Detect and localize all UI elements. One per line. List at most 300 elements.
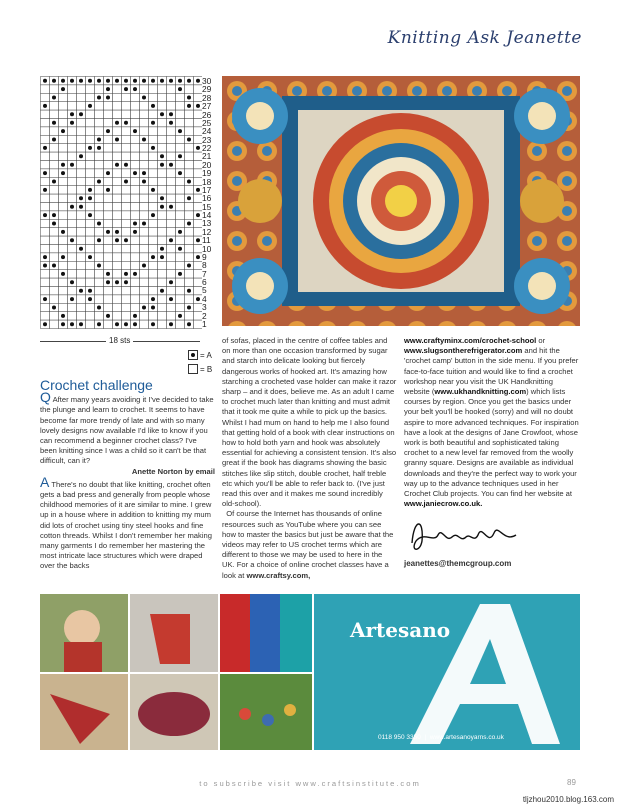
chart-cell bbox=[68, 194, 77, 202]
chart-stitch-a bbox=[124, 238, 128, 242]
chart-cell bbox=[68, 85, 77, 93]
chart-cell bbox=[41, 161, 50, 169]
chart-stitch-a bbox=[97, 238, 101, 242]
chart-cell bbox=[185, 152, 194, 160]
chart-cell bbox=[131, 110, 140, 118]
chart-stitch-a bbox=[151, 104, 155, 108]
chart-cell bbox=[167, 177, 176, 185]
chart-stitch-a bbox=[151, 213, 155, 217]
chart-cell bbox=[122, 110, 131, 118]
chart-cell bbox=[140, 211, 149, 219]
chart-cell bbox=[158, 303, 167, 311]
chart-cell bbox=[86, 203, 95, 211]
chart-stitch-a bbox=[106, 171, 110, 175]
chart-cell bbox=[41, 219, 50, 227]
chart-cell bbox=[68, 253, 77, 261]
chart-cell bbox=[140, 287, 149, 295]
chart-cell bbox=[77, 278, 86, 286]
chart-cell bbox=[77, 186, 86, 194]
chart-cell bbox=[86, 85, 95, 93]
link-slugs[interactable]: www.slugsontherefrigerator.com bbox=[404, 346, 523, 356]
chart-grid bbox=[40, 76, 202, 330]
chart-cell bbox=[95, 186, 104, 194]
chart-cell bbox=[176, 253, 185, 261]
chart-stitch-a bbox=[151, 146, 155, 150]
chart-cell bbox=[194, 194, 203, 202]
chart-cell bbox=[140, 245, 149, 253]
chart-stitch-a bbox=[88, 79, 92, 83]
chart-stitch-a bbox=[61, 163, 65, 167]
chart-stitch-a bbox=[187, 180, 191, 184]
chart-cell bbox=[113, 203, 122, 211]
chart-cell bbox=[41, 135, 50, 143]
artesano-advert[interactable] bbox=[40, 594, 580, 750]
chart-stitch-a bbox=[52, 222, 56, 226]
chart-row-label: 5 bbox=[202, 285, 207, 296]
chart-cell bbox=[185, 203, 194, 211]
chart-cell bbox=[104, 295, 113, 303]
chart-cell bbox=[86, 270, 95, 278]
chart-cell bbox=[104, 161, 113, 169]
chart-stitch-a bbox=[106, 230, 110, 234]
chart-cell bbox=[194, 261, 203, 269]
chart-cell bbox=[86, 110, 95, 118]
link-ukhandknitting[interactable]: www.ukhandknitting.com bbox=[434, 387, 527, 397]
chart-cell bbox=[194, 85, 203, 93]
chart-stitch-a bbox=[115, 163, 119, 167]
chart-stitch-a bbox=[178, 79, 182, 83]
chart-cell bbox=[185, 110, 194, 118]
chart-cell bbox=[149, 135, 158, 143]
chart-row-label: 27 bbox=[202, 101, 212, 112]
chart-cell bbox=[113, 303, 122, 311]
legend-item-a: = A bbox=[188, 348, 212, 362]
chart-cell bbox=[104, 102, 113, 110]
chart-cell bbox=[41, 270, 50, 278]
chart-cell bbox=[185, 312, 194, 320]
chart-stitch-a bbox=[70, 163, 74, 167]
legend-item-b: = B bbox=[188, 362, 212, 376]
link-craftyminx[interactable]: www.craftyminx.com/crochet-school bbox=[404, 336, 537, 345]
chart-row-label: 4 bbox=[202, 293, 207, 304]
chart-cell bbox=[167, 127, 176, 135]
chart-cell bbox=[86, 161, 95, 169]
chart-cell bbox=[122, 228, 131, 236]
chart-cell bbox=[59, 219, 68, 227]
chart-row-label: 10 bbox=[202, 243, 212, 254]
chart-cell bbox=[158, 85, 167, 93]
chart-stitch-a bbox=[88, 196, 92, 200]
chart-cell bbox=[176, 203, 185, 211]
chart-cell bbox=[194, 135, 203, 143]
chart-cell bbox=[194, 119, 203, 127]
chart-cell bbox=[131, 287, 140, 295]
chart-stitch-a bbox=[169, 79, 173, 83]
chart-cell bbox=[131, 278, 140, 286]
chart-cell bbox=[104, 253, 113, 261]
chart-cell bbox=[95, 287, 104, 295]
chart-stitch-a bbox=[88, 255, 92, 259]
chart-cell bbox=[95, 161, 104, 169]
chart-stitch-a bbox=[88, 104, 92, 108]
chart-stitch-a bbox=[124, 272, 128, 276]
chart-cell bbox=[185, 119, 194, 127]
chart-cell bbox=[167, 186, 176, 194]
chart-cell bbox=[158, 102, 167, 110]
chart-cell bbox=[50, 278, 59, 286]
chart-cell bbox=[68, 152, 77, 160]
chart-cell bbox=[86, 119, 95, 127]
chart-stitch-a bbox=[151, 79, 155, 83]
chart-row-label: 29 bbox=[202, 84, 212, 95]
chart-cell bbox=[194, 93, 203, 101]
chart-stitch-a bbox=[115, 121, 119, 125]
chart-cell bbox=[50, 295, 59, 303]
chart-cell bbox=[113, 110, 122, 118]
paragraph: of sofas, placed in the centre of coffee tables and on more than one occasion transformed by sugar and starch into delicate looking but fiercely dangerous works of hooked art. It's amazing how starching a crocheted vase holder can make it razor sharp – and it does, believe me. As an adult I came to crochet much later than knitting and must admit that it took me quite a while to pick up the basics. Whilst I had mum on hand to help me I also found that getting hold of a book with clear instructions on how to hold both yarn and hook was absolutely essential for achieving a consistent tension. It's also great if the book has diagrams showing the basic stitches like slip stitch, double crochet, half treble etc which you'll be able to refer back to. (I've just read this over and it makes me sound incredibly old-school). bbox=[222, 336, 397, 509]
chart-cell bbox=[104, 303, 113, 311]
chart-cell bbox=[194, 169, 203, 177]
chart-cell bbox=[41, 312, 50, 320]
chart-cell bbox=[185, 270, 194, 278]
chart-cell bbox=[68, 102, 77, 110]
chart-row-label: 30 bbox=[202, 76, 212, 86]
chart-stitch-a bbox=[61, 171, 65, 175]
chart-cell bbox=[167, 152, 176, 160]
chart-cell bbox=[50, 270, 59, 278]
chart-cell bbox=[113, 312, 122, 320]
chart-cell bbox=[59, 295, 68, 303]
chart-cell bbox=[185, 144, 194, 152]
chart-stitch-a bbox=[160, 289, 164, 293]
chart-cell bbox=[122, 152, 131, 160]
chart-cell bbox=[41, 152, 50, 160]
chart-stitch-a bbox=[187, 222, 191, 226]
chart-stitch-a bbox=[70, 112, 74, 116]
chart-stitch-a bbox=[88, 213, 92, 217]
chart-stitch-a bbox=[133, 230, 137, 234]
chart-stitch-a bbox=[43, 297, 47, 301]
chart-cell bbox=[140, 144, 149, 152]
chart-stitch-a bbox=[151, 255, 155, 259]
chart-cell bbox=[185, 228, 194, 236]
chart-stitch-a bbox=[124, 280, 128, 284]
chart-cell bbox=[50, 102, 59, 110]
chart-cell bbox=[86, 303, 95, 311]
chart-cell bbox=[104, 177, 113, 185]
chart-cell bbox=[104, 245, 113, 253]
chart-cell bbox=[131, 194, 140, 202]
chart-cell bbox=[86, 261, 95, 269]
chart-cell bbox=[185, 253, 194, 261]
chart-cell bbox=[113, 245, 122, 253]
chart-stitch-a bbox=[124, 87, 128, 91]
chart-cell bbox=[68, 144, 77, 152]
chart-cell bbox=[59, 144, 68, 152]
chart-cell bbox=[50, 236, 59, 244]
chart-cell bbox=[149, 194, 158, 202]
chart-cell bbox=[113, 253, 122, 261]
chart-stitch-a bbox=[88, 297, 92, 301]
chart-cell bbox=[167, 261, 176, 269]
chart-cell bbox=[86, 152, 95, 160]
chart-stitch-a bbox=[169, 322, 173, 326]
chart-stitch-a bbox=[106, 314, 110, 318]
crochet-blanket-photo bbox=[222, 76, 580, 326]
chart-cell bbox=[122, 135, 131, 143]
chart-cell bbox=[50, 320, 59, 328]
chart-cell bbox=[41, 127, 50, 135]
chart-cell bbox=[176, 211, 185, 219]
chart-cell bbox=[86, 177, 95, 185]
chart-cell bbox=[185, 127, 194, 135]
chart-stitch-a bbox=[151, 297, 155, 301]
chart-stitch-a bbox=[169, 297, 173, 301]
chart-cell bbox=[77, 228, 86, 236]
chart-stitch-a bbox=[52, 79, 56, 83]
chart-stitch-a bbox=[169, 238, 173, 242]
chart-cell bbox=[149, 245, 158, 253]
chart-cell bbox=[167, 287, 176, 295]
chart-stitch-a bbox=[106, 87, 110, 91]
chart-cell bbox=[41, 194, 50, 202]
chart-cell bbox=[113, 295, 122, 303]
chart-stitch-a bbox=[70, 322, 74, 326]
chart-row-label: 11 bbox=[202, 235, 211, 246]
chart-cell bbox=[95, 169, 104, 177]
chart-cell bbox=[149, 177, 158, 185]
chart-cell bbox=[59, 261, 68, 269]
chart-cell bbox=[122, 303, 131, 311]
chart-cell bbox=[149, 169, 158, 177]
chart-cell bbox=[50, 152, 59, 160]
chart-cell bbox=[77, 261, 86, 269]
chart-stitch-a bbox=[133, 272, 137, 276]
chart-cell bbox=[113, 186, 122, 194]
chart-cell bbox=[158, 177, 167, 185]
chart-cell bbox=[113, 102, 122, 110]
chart-stitch-a bbox=[160, 154, 164, 158]
chart-stitch-a bbox=[43, 322, 47, 326]
chart-stitch-a bbox=[196, 146, 200, 150]
chart-stitch-a bbox=[160, 163, 164, 167]
chart-stitch-a bbox=[70, 280, 74, 284]
chart-cell bbox=[149, 110, 158, 118]
chart-cell bbox=[176, 219, 185, 227]
chart-cell bbox=[77, 303, 86, 311]
chart-cell bbox=[122, 245, 131, 253]
chart-cell bbox=[41, 85, 50, 93]
chart-stitch-a bbox=[151, 121, 155, 125]
chart-cell bbox=[113, 152, 122, 160]
chart-stitch-a bbox=[43, 146, 47, 150]
chart-cell bbox=[194, 127, 203, 135]
chart-cell bbox=[167, 219, 176, 227]
chart-cell bbox=[140, 295, 149, 303]
chart-stitch-a bbox=[196, 188, 200, 192]
chart-cell bbox=[41, 177, 50, 185]
reader-signoff: Anette Norton by email bbox=[131, 466, 215, 476]
chart-stitch-a bbox=[106, 280, 110, 284]
chart-cell bbox=[86, 169, 95, 177]
chart-cell bbox=[194, 203, 203, 211]
chart-stitch-a bbox=[43, 171, 47, 175]
answer-paragraph: A There's no doubt that like knitting, crochet often gets a bad press and generally from people whose childhood memories of it are similar to mine. I grew up in a house where in addition to knitting my mum did lots of crochet using tiny steel hooks and fine cotton threads. Whilst I don't remember her making many garments I do remember her mastering the most intricate lace structures which were draped over the backs bbox=[40, 473, 212, 571]
chart-cell bbox=[140, 228, 149, 236]
chart-cell bbox=[41, 245, 50, 253]
chart-cell bbox=[167, 169, 176, 177]
chart-cell bbox=[176, 119, 185, 127]
chart-stitch-a bbox=[151, 322, 155, 326]
chart-cell bbox=[131, 295, 140, 303]
chart-stitch-a bbox=[97, 138, 101, 142]
chart-stitch-a bbox=[178, 87, 182, 91]
chart-cell bbox=[140, 85, 149, 93]
chart-cell bbox=[50, 110, 59, 118]
chart-cell bbox=[176, 278, 185, 286]
chart-stitch-a bbox=[70, 238, 74, 242]
chart-cell bbox=[194, 303, 203, 311]
chart-cell bbox=[140, 119, 149, 127]
chart-cell bbox=[104, 135, 113, 143]
chart-cell bbox=[41, 303, 50, 311]
chart-cell bbox=[140, 270, 149, 278]
chart-stitch-a bbox=[115, 322, 119, 326]
chart-cell bbox=[167, 135, 176, 143]
chart-cell bbox=[176, 320, 185, 328]
chart-stitch-a bbox=[79, 154, 83, 158]
chart-cell bbox=[140, 278, 149, 286]
chart-cell bbox=[122, 253, 131, 261]
chart-stitch-a bbox=[142, 79, 146, 83]
chart-cell bbox=[59, 110, 68, 118]
chart-cell bbox=[140, 203, 149, 211]
chart-cell bbox=[122, 93, 131, 101]
section-header: Knitting Ask Jeanette bbox=[387, 28, 582, 48]
chart-stitch-a bbox=[79, 247, 83, 251]
chart-cell bbox=[50, 85, 59, 93]
chart-stitch-a bbox=[115, 138, 119, 142]
chart-cell bbox=[167, 194, 176, 202]
chart-row-label: 26 bbox=[202, 109, 212, 120]
chart-stitch-a bbox=[79, 289, 83, 293]
chart-cell bbox=[95, 102, 104, 110]
chart-stitch-a bbox=[151, 306, 155, 310]
chart-cell bbox=[149, 228, 158, 236]
chart-cell bbox=[167, 228, 176, 236]
chart-cell bbox=[77, 161, 86, 169]
chart-stitch-a bbox=[97, 146, 101, 150]
chart-cell bbox=[113, 194, 122, 202]
chart-cell bbox=[167, 245, 176, 253]
chart-cell bbox=[50, 144, 59, 152]
chart-stitch-a bbox=[133, 322, 137, 326]
chart-stitch-a bbox=[52, 138, 56, 142]
chart-stitch-a bbox=[97, 79, 101, 83]
chart-stitch-a bbox=[178, 272, 182, 276]
chart-cell bbox=[95, 110, 104, 118]
chart-stitch-a bbox=[196, 255, 200, 259]
chart-cell bbox=[149, 85, 158, 93]
ad-brand: Artesano bbox=[350, 618, 451, 642]
page-number: 89 bbox=[567, 778, 576, 787]
chart-cell bbox=[77, 85, 86, 93]
chart-cell bbox=[95, 295, 104, 303]
chart-cell bbox=[158, 228, 167, 236]
chart-cell bbox=[68, 93, 77, 101]
chart-cell bbox=[113, 219, 122, 227]
chart-cell bbox=[50, 127, 59, 135]
author-email[interactable]: jeanettes@themcgroup.com bbox=[404, 559, 512, 569]
chart-cell bbox=[86, 312, 95, 320]
chart-stitch-a bbox=[187, 104, 191, 108]
chart-cell bbox=[131, 177, 140, 185]
chart-cell bbox=[95, 253, 104, 261]
link-janiecrow[interactable]: www.janiecrow.co.uk. bbox=[404, 499, 483, 509]
chart-cell bbox=[59, 93, 68, 101]
link-craftsy[interactable]: www.craftsy.com, bbox=[246, 570, 311, 580]
chart-stitch-a bbox=[124, 322, 128, 326]
chart-cell bbox=[59, 194, 68, 202]
chart-cell bbox=[149, 152, 158, 160]
chart-stitch-a bbox=[178, 171, 182, 175]
chart-cell bbox=[158, 127, 167, 135]
chart-cell bbox=[86, 278, 95, 286]
chart-cell bbox=[104, 320, 113, 328]
chart-cell bbox=[167, 85, 176, 93]
chart-cell bbox=[176, 261, 185, 269]
chart-stitch-a bbox=[169, 280, 173, 284]
chart-cell bbox=[194, 152, 203, 160]
chart-cell bbox=[104, 261, 113, 269]
chart-stitch-a bbox=[43, 79, 47, 83]
chart-stitch-a bbox=[79, 196, 83, 200]
chart-stitch-a bbox=[142, 96, 146, 100]
chart-cell bbox=[50, 253, 59, 261]
chart-row-label: 28 bbox=[202, 92, 212, 103]
chart-cell bbox=[176, 303, 185, 311]
chart-cell bbox=[68, 186, 77, 194]
chart-stitch-a bbox=[70, 205, 74, 209]
chart-stitch-a bbox=[133, 314, 137, 318]
chart-cell bbox=[41, 228, 50, 236]
chart-stitch-a bbox=[187, 264, 191, 268]
chart-stitch-a bbox=[178, 129, 182, 133]
chart-stitch-a bbox=[124, 79, 128, 83]
chart-cell bbox=[158, 320, 167, 328]
chart-cell bbox=[104, 152, 113, 160]
chart-cell bbox=[140, 127, 149, 135]
chart-stitch-a bbox=[178, 314, 182, 318]
chart-stitch-a bbox=[79, 112, 83, 116]
chart-cell bbox=[149, 203, 158, 211]
chart-stitch-a bbox=[169, 163, 173, 167]
chart-stitch-a bbox=[142, 138, 146, 142]
chart-stitch-a bbox=[187, 322, 191, 326]
chart-stitch-a bbox=[178, 230, 182, 234]
chart-cell bbox=[104, 287, 113, 295]
chart-stitch-a bbox=[70, 297, 74, 301]
chart-cell bbox=[158, 270, 167, 278]
article-title: Crochet challenge bbox=[40, 377, 153, 393]
chart-stitch-a bbox=[97, 222, 101, 226]
chart-cell bbox=[158, 119, 167, 127]
chart-cell bbox=[86, 236, 95, 244]
chart-row-label: 25 bbox=[202, 117, 212, 128]
chart-stitch-a bbox=[106, 272, 110, 276]
chart-cell bbox=[131, 119, 140, 127]
chart-cell bbox=[185, 295, 194, 303]
